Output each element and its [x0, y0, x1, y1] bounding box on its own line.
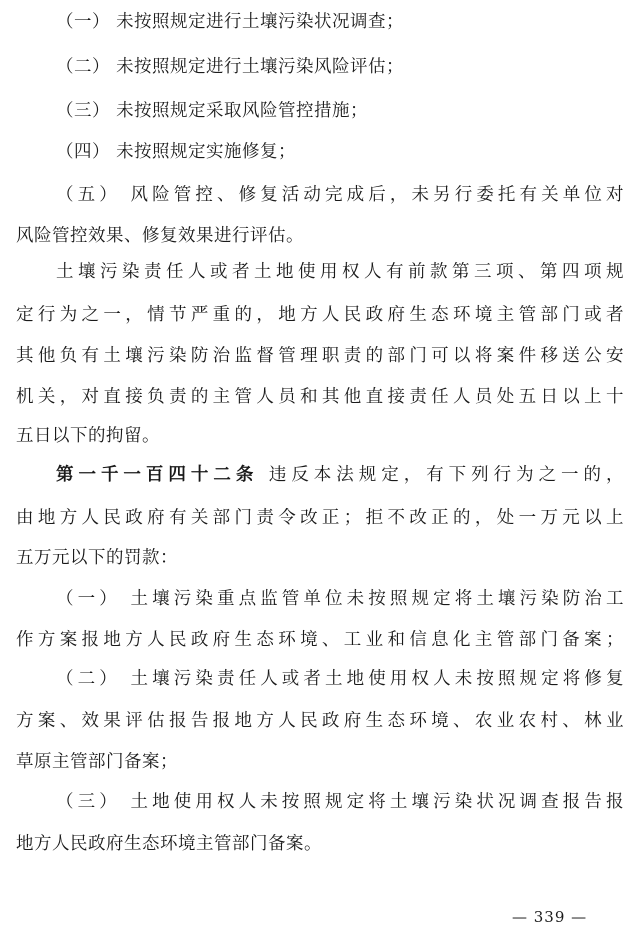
list-item-line: （二） 土壤污染责任人或者土地使用权人未按照规定将修复	[56, 669, 624, 689]
article-first-line	[56, 460, 624, 490]
article-title: 第一千一百四十二条	[56, 465, 259, 485]
paragraph-line: 五日以下的拘留。	[16, 426, 160, 446]
list-item-line: 方案、效果评估报告报地方人民政府生态环境、农业农村、林业	[16, 711, 624, 731]
list-item: （四） 未按照规定实施修复；	[56, 142, 297, 162]
list-item-line: （五） 风险管控、修复活动完成后，未另行委托有关单位对	[56, 185, 624, 205]
page-number: — 339 —	[512, 908, 588, 926]
article-text: 违反本法规定，有下列行为之一的，	[258, 465, 624, 485]
paragraph-line: 机关，对直接负责的主管人员和其他直接责任人员处五日以上十	[16, 387, 624, 407]
article-line: 由地方人民政府有关部门责令改正；拒不改正的，处一万元以上	[16, 508, 624, 528]
list-item-line: 风险管控效果、修复效果进行评估。	[16, 226, 304, 246]
list-item: （二） 未按照规定进行土壤污染风险评估；	[56, 57, 405, 77]
list-item-line: 草原主管部门备案；	[16, 752, 178, 772]
list-item-line: （三） 土地使用权人未按照规定将土壤污染状况调查报告报	[56, 792, 624, 812]
paragraph-line: 定行为之一，情节严重的，地方人民政府生态环境主管部门或者	[16, 305, 624, 325]
list-item-line: 作方案报地方人民政府生态环境、工业和信息化主管部门备案；	[16, 630, 624, 650]
list-item-line: 地方人民政府生态环境主管部门备案。	[16, 834, 322, 854]
paragraph-line: 土壤污染责任人或者土地使用权人有前款第三项、第四项规	[56, 262, 624, 282]
list-item: （一） 未按照规定进行土壤污染状况调查；	[56, 12, 405, 32]
paragraph-line: 其他负有土壤污染防治监督管理职责的部门可以将案件移送公安	[16, 346, 624, 366]
list-item: （三） 未按照规定采取风险管控措施；	[56, 101, 369, 121]
list-item-line: （一） 土壤污染重点监管单位未按照规定将土壤污染防治工	[56, 589, 624, 609]
article-line: 五万元以下的罚款：	[16, 548, 178, 568]
